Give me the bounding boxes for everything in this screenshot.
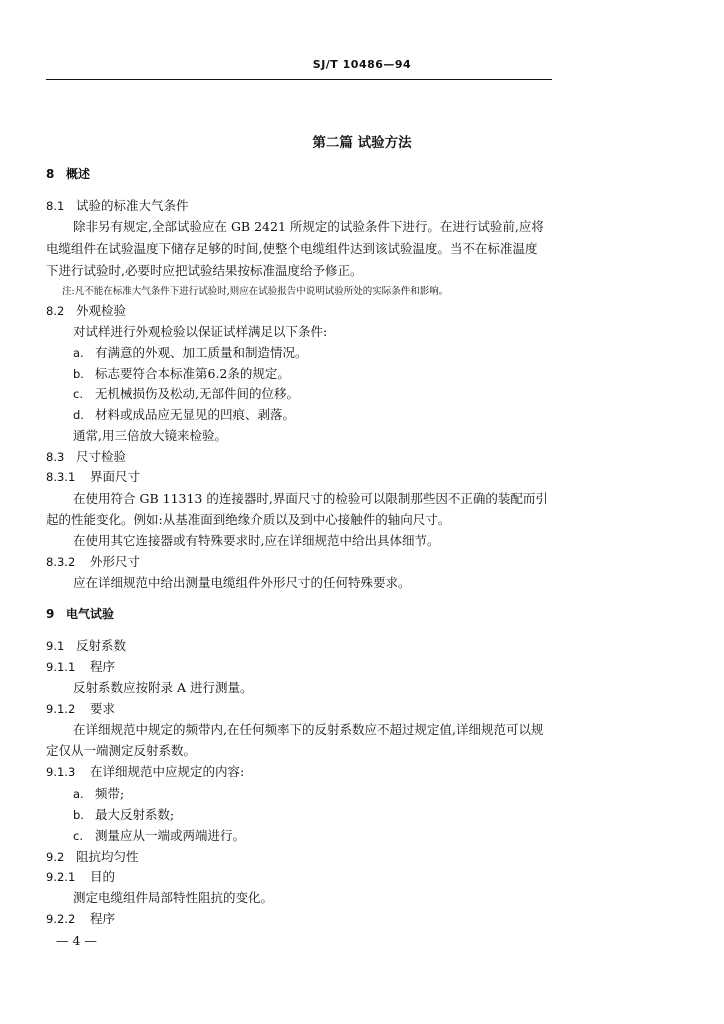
section-title: 反射系数 [76, 638, 127, 653]
list-item [73, 786, 124, 802]
list-marker: a. [73, 787, 84, 801]
section-title: 尺寸检验 [76, 449, 127, 464]
paragraph-line: 对试样进行外观检验以保证试样满足以下条件: [73, 324, 328, 339]
section-title: 电气试验 [66, 607, 115, 621]
paragraph-line: 在使用其它连接器或有特殊要求时,应在详细规范中给出具体细节。 [73, 533, 440, 548]
list-item [73, 345, 308, 361]
section-title: 外形尺寸 [90, 554, 141, 569]
section-8-3-heading [46, 449, 126, 465]
list-text: 材料或成品应无显见的凹痕、剥落。 [95, 407, 296, 422]
list-item [73, 366, 290, 382]
paragraph-line: 在使用符合 GB 11313 的连接器时,界面尺寸的检验可以限制那些因不正确的装配而引 [73, 491, 548, 506]
section-number: 8.3.1 [46, 470, 76, 484]
list-item [73, 807, 174, 823]
section-number: 9.1.2 [46, 702, 76, 716]
section-number: 8.2 [46, 304, 65, 318]
section-number: 8.1 [46, 199, 65, 213]
section-9-2-2-heading [46, 911, 115, 927]
section-9-1-3-heading [46, 764, 244, 780]
part-title: 第二篇 试验方法 [312, 135, 412, 151]
section-title: 在详细规范中应规定的内容: [90, 764, 245, 779]
list-text: 测量应从一端或两端进行。 [95, 828, 246, 843]
paragraph-line: 起的性能变化。例如:从基准面到绝缘介质以及到中心接触件的轴向尺寸。 [46, 512, 451, 527]
list-text: 有满意的外观、加工质量和制造情况。 [95, 345, 308, 360]
list-text: 最大反射系数; [95, 807, 175, 822]
section-8-3-2-heading [46, 554, 140, 570]
section-title: 程序 [90, 911, 116, 926]
paragraph-line: 在详细规范中规定的频带内,在任何频率下的反射系数应不超过规定值,详细规范可以规 [73, 722, 544, 737]
document-code-header: SJ/T 10486—94 [312, 58, 412, 71]
section-number: 9.2.1 [46, 870, 76, 884]
paragraph-line: 通常,用三倍放大镜来检验。 [73, 428, 227, 443]
section-number: 8.3 [46, 450, 65, 464]
section-number: 8.3.2 [46, 555, 76, 569]
section-title: 要求 [90, 701, 116, 716]
section-8-1-heading [46, 198, 189, 214]
section-9-2-1-heading [46, 869, 115, 885]
paragraph-line: 定仅从一端测定反射系数。 [46, 743, 197, 758]
section-8-3-1-heading [46, 469, 140, 485]
section-title: 概述 [66, 167, 91, 181]
section-9-1-2-heading [46, 701, 115, 717]
section-title: 阻抗均匀性 [76, 849, 139, 864]
section-title: 目的 [90, 869, 116, 884]
section-number: 9.1 [46, 639, 65, 653]
list-marker: a. [73, 346, 84, 360]
section-8-2-heading [46, 303, 126, 319]
section-title: 试验的标准大气条件 [76, 198, 189, 213]
list-marker: d. [73, 408, 84, 422]
header-rule [46, 79, 552, 80]
list-item [73, 828, 245, 844]
section-9-1-heading [46, 638, 126, 654]
paragraph-line: 应在详细规范中给出测量电缆组件外形尺寸的任何特殊要求。 [73, 575, 411, 590]
list-item [73, 407, 295, 423]
section-8-heading [46, 166, 90, 182]
list-text: 标志要符合本标准第6.2条的规定。 [95, 366, 290, 381]
list-text: 无机械损伤及松动,无部件间的位移。 [95, 386, 299, 401]
section-9-1-1-heading [46, 659, 115, 675]
list-item [73, 386, 299, 402]
list-text: 频带; [95, 786, 125, 801]
section-title: 程序 [90, 659, 116, 674]
paragraph-line: 测定电缆组件局部特性阻抗的变化。 [73, 890, 274, 905]
paragraph-line: 除非另有规定,全部试验应在 GB 2421 所规定的试验条件下进行。在进行试验前,应将 [73, 219, 544, 234]
section-number: 9.1.3 [46, 765, 76, 779]
note-line: 注:凡不能在标准大气条件下进行试验时,则应在试验报告中说明试验所处的实际条件和影响。 [62, 286, 449, 297]
section-title: 外观检验 [76, 303, 127, 318]
section-number: 8 [46, 167, 55, 181]
list-marker: b. [73, 808, 84, 822]
section-title: 界面尺寸 [90, 469, 141, 484]
list-marker: c. [73, 387, 83, 401]
paragraph-line: 电缆组件在试验温度下储存足够的时间,使整个电缆组件达到该试验温度。当不在标准温度 [46, 241, 538, 256]
section-number: 9 [46, 607, 55, 621]
section-number: 9.2.2 [46, 912, 76, 926]
section-number: 9.2 [46, 850, 65, 864]
list-marker: c. [73, 829, 83, 843]
paragraph-line: 下进行试验时,必要时应把试验结果按标准温度给予修正。 [46, 263, 363, 278]
paragraph-line: 反射系数应按附录 A 进行测量。 [73, 680, 253, 695]
page-number: — 4 — [56, 933, 97, 948]
section-9-2-heading [46, 849, 139, 865]
list-marker: b. [73, 367, 84, 381]
section-number: 9.1.1 [46, 660, 76, 674]
section-9-heading [46, 606, 114, 622]
